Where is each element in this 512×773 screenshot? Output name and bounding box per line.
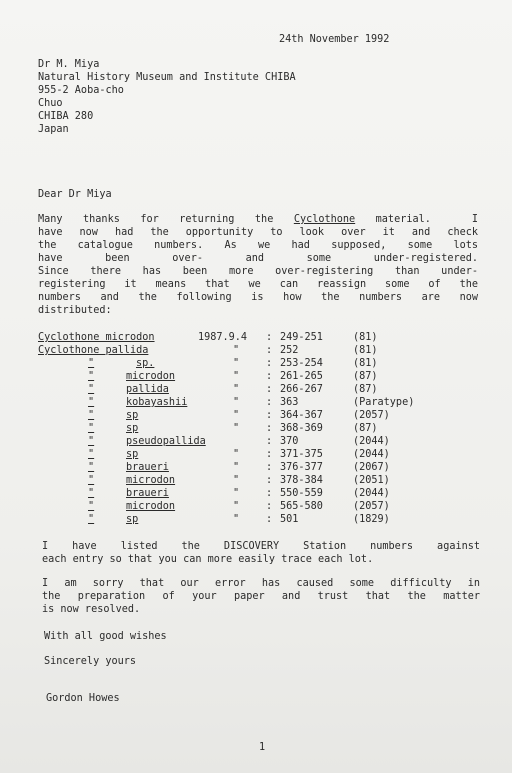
ditto-mark: " (88, 358, 95, 369)
paragraph-line: each entry so that you can more easily trace each lot. (42, 554, 374, 565)
ditto-mark: " (233, 423, 240, 434)
ditto-mark: " (233, 449, 240, 460)
station-number: (87) (353, 384, 378, 395)
separator: : (266, 462, 273, 473)
table-row (38, 371, 478, 383)
table-row (38, 501, 478, 513)
station-number: (87) (353, 423, 378, 434)
table-row (38, 358, 478, 370)
separator: : (266, 436, 273, 447)
signature-name: Gordon Howes (46, 693, 120, 704)
species-name: Cyclothone (293, 214, 356, 225)
station-number: (1829) (353, 514, 390, 525)
catalogue-range: 376-377 (280, 462, 323, 473)
station-number: (81) (353, 345, 378, 356)
ditto-mark: " (233, 384, 240, 395)
table-row (38, 436, 478, 448)
catalogue-range: 371-375 (280, 449, 323, 460)
ditto-mark: " (88, 475, 95, 486)
species-name: Cyclothone microdon (38, 332, 155, 343)
species-name: pseudopallida (126, 436, 206, 447)
paragraph-line: numbers and the following is how the numbers are now (38, 292, 478, 303)
closing-sincerely: Sincerely yours (44, 656, 137, 667)
page-number: 1 (259, 742, 266, 753)
closing-wishes: With all good wishes (44, 631, 167, 642)
species-name: kobayashii (126, 397, 188, 408)
station-number: (87) (353, 371, 378, 382)
separator: : (266, 514, 273, 525)
catalogue-range: 364-367 (280, 410, 323, 421)
paragraph-line: is now resolved. (42, 604, 141, 615)
station-number: (81) (353, 332, 378, 343)
station-number: (2051) (353, 475, 390, 486)
address-line: CHIBA 280 (38, 111, 94, 122)
station-number: (2044) (353, 436, 390, 447)
ditto-mark: " (88, 384, 95, 395)
station-number: (2057) (353, 501, 390, 512)
ditto-mark: " (88, 514, 95, 525)
species-name: sp (126, 410, 139, 421)
catalogue-range: 550-559 (280, 488, 323, 499)
catalogue-range: 252 (280, 345, 299, 356)
paragraph-line: registering it means that we can reassign some of the (38, 279, 478, 290)
species-name: microdon (126, 371, 176, 382)
catalogue-range: 249-251 (280, 332, 323, 343)
ditto-mark: " (233, 345, 240, 356)
table-row (38, 345, 478, 357)
register-date: 1987.9.4 (198, 332, 248, 343)
ditto-mark: " (88, 423, 95, 434)
catalogue-range: 266-267 (280, 384, 323, 395)
catalogue-range: 261-265 (280, 371, 323, 382)
species-name: braueri (126, 488, 169, 499)
catalogue-range: 363 (280, 397, 299, 408)
separator: : (266, 332, 273, 343)
station-number: (2044) (353, 488, 390, 499)
paragraph-line: have now had the opportunity to look over it and check (38, 227, 478, 238)
separator: : (266, 475, 273, 486)
species-name: pallida (126, 384, 169, 395)
ditto-mark: " (88, 488, 95, 499)
ditto-mark: " (233, 475, 240, 486)
separator: : (266, 371, 273, 382)
separator: : (266, 358, 273, 369)
table-row (38, 410, 478, 422)
ditto-mark: " (233, 514, 240, 525)
separator: : (266, 345, 273, 356)
table-row (38, 384, 478, 396)
ditto-mark: " (88, 410, 95, 421)
ditto-mark: " (233, 358, 240, 369)
ditto-mark: " (233, 397, 240, 408)
table-row (38, 397, 478, 409)
species-name: sp (126, 449, 139, 460)
ditto-mark: " (88, 501, 95, 512)
catalogue-range: 565-580 (280, 501, 323, 512)
ditto-mark: " (233, 488, 240, 499)
table-row (38, 488, 478, 500)
address-line: Natural History Museum and Institute CHIBA (38, 72, 296, 83)
table-row (38, 449, 478, 461)
paragraph-line: distributed: (38, 305, 112, 316)
paragraph-line: I have listed the DISCOVERY Station numbers against (42, 541, 480, 552)
paragraph-line: Many thanks for returning the Cyclothone material. I (38, 214, 478, 225)
address-line: Japan (38, 124, 69, 135)
paragraph-line: have been over- and some under-registered. (38, 253, 478, 264)
ditto-mark: " (233, 410, 240, 421)
species-name: microdon (126, 501, 176, 512)
address-line: Chuo (38, 98, 63, 109)
separator: : (266, 410, 273, 421)
ditto-mark: " (88, 436, 95, 447)
station-number: (2067) (353, 462, 390, 473)
ditto-mark: " (233, 501, 240, 512)
paragraph-line: I am sorry that our error has caused some difficulty in (42, 578, 480, 589)
address-line: 955-2 Aoba-cho (38, 85, 124, 96)
ditto-mark: " (88, 371, 95, 382)
species-name: Cyclothone pallida (38, 345, 149, 356)
station-number: (2057) (353, 410, 390, 421)
paragraph-line: Since there has been more over-registering than under- (38, 266, 478, 277)
catalogue-range: 253-254 (280, 358, 323, 369)
separator: : (266, 384, 273, 395)
catalogue-range: 378-384 (280, 475, 323, 486)
paragraph-line: the preparation of your paper and trust that the matter (42, 591, 480, 602)
station-number: (Paratype) (353, 397, 415, 408)
salutation: Dear Dr Miya (38, 189, 112, 200)
paragraph-line: the catalogue numbers. As we had supposed, some lots (38, 240, 478, 251)
ditto-mark: " (88, 449, 95, 460)
catalogue-range: 368-369 (280, 423, 323, 434)
address-line: Dr M. Miya (38, 59, 100, 70)
separator: : (266, 423, 273, 434)
table-row (38, 423, 478, 435)
catalogue-range: 370 (280, 436, 299, 447)
ditto-mark: " (233, 371, 240, 382)
separator: : (266, 488, 273, 499)
species-name: sp (126, 514, 139, 525)
table-row (38, 514, 478, 526)
separator: : (266, 449, 273, 460)
species-name: braueri (126, 462, 169, 473)
ditto-mark: " (88, 462, 95, 473)
ditto-mark: " (233, 462, 240, 473)
station-number: (81) (353, 358, 378, 369)
ditto-mark: " (88, 397, 95, 408)
species-name: sp. (136, 358, 155, 369)
letter-date: 24th November 1992 (279, 34, 390, 45)
separator: : (266, 397, 273, 408)
species-name: sp (126, 423, 139, 434)
separator: : (266, 501, 273, 512)
station-number: (2044) (353, 449, 390, 460)
table-row (38, 475, 478, 487)
table-row (38, 462, 478, 474)
catalogue-range: 501 (280, 514, 299, 525)
table-row (38, 332, 478, 344)
species-name: microdon (126, 475, 176, 486)
